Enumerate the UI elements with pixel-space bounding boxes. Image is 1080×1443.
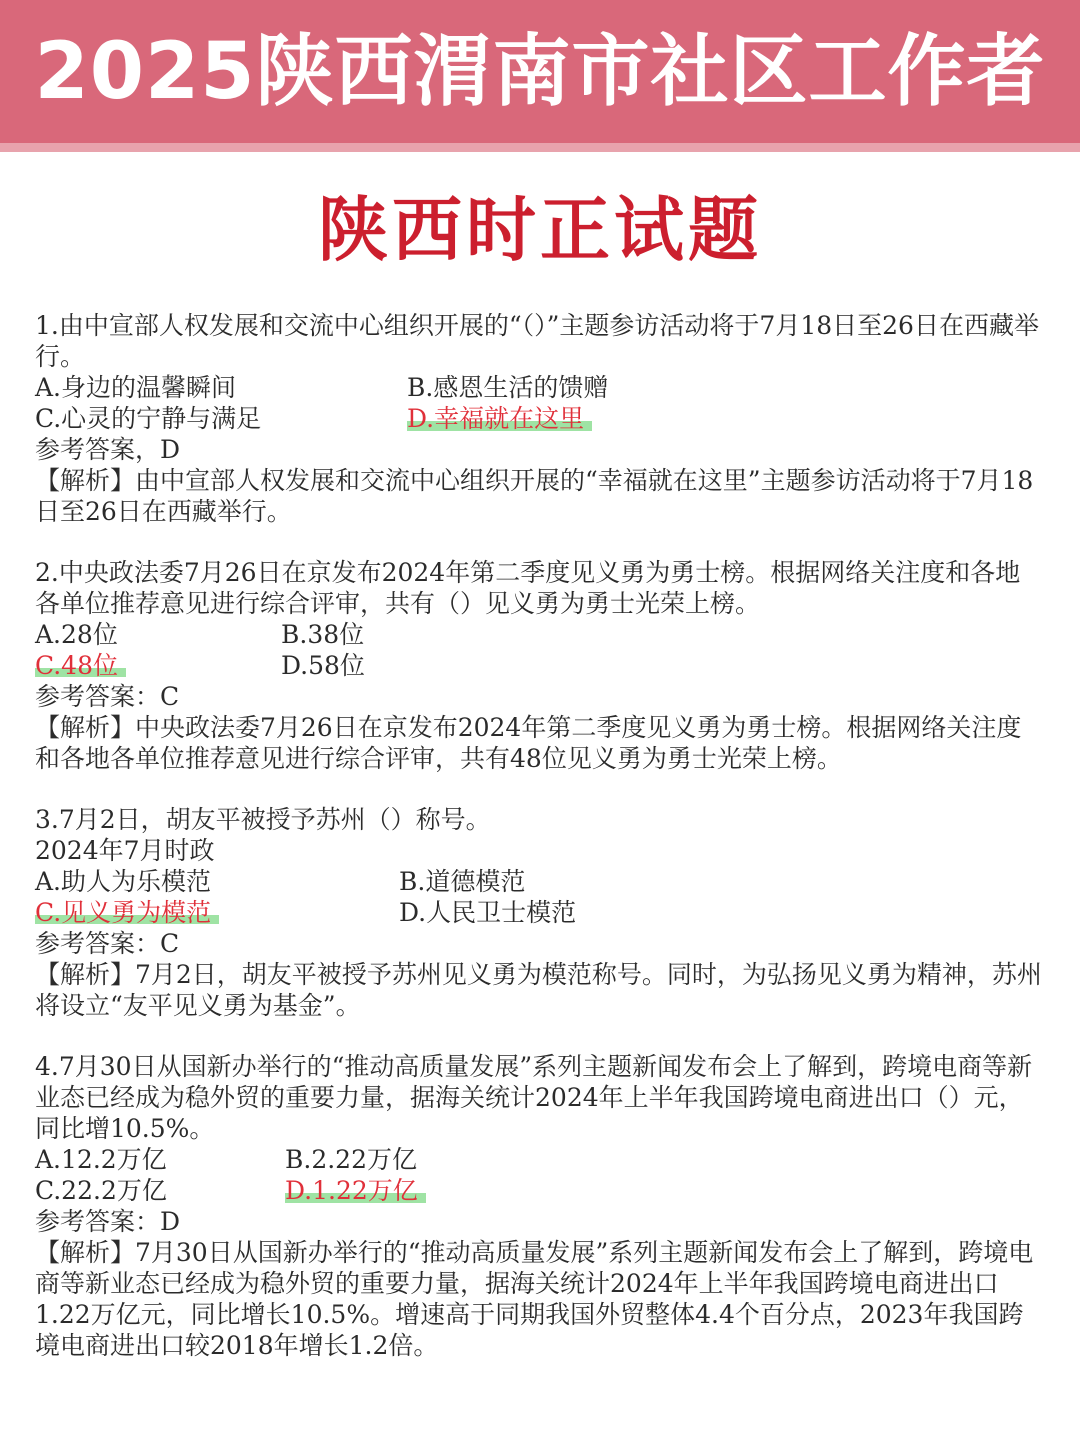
option-b: B.2.22万亿 (285, 1145, 417, 1174)
reference-answer: 参考答案，D (35, 435, 181, 464)
analysis: 【解析】7月30日从国新办举行的“推动高质量发展”系列主题新闻发布会上了解到，跨境电商等新业态已经成为稳外贸的重要力量，据海关统计2024年上半年我国跨境电商进出口1.22万亿元，同比增长10.5%。增速高于同期我国外贸整体4.4个百分点，2023年我国跨境电商进出口较2018年增长1.2倍。 (35, 1238, 1034, 1360)
option-row (35, 1144, 1045, 1175)
option-b: B.感恩生活的馈赠 (407, 373, 609, 402)
question-2 (35, 557, 1045, 774)
option-row (35, 1175, 1045, 1206)
option-a: A.28位 (35, 620, 118, 649)
analysis: 【解析】7月2日，胡友平被授予苏州见义勇为模范称号。同时，为弘扬见义勇为精神，苏州将设立“友平见义勇为基金”。 (35, 960, 1042, 1020)
option-c-correct: C.48位 (35, 651, 126, 680)
header-banner (0, 0, 1080, 143)
question-3 (35, 804, 1045, 1021)
reference-answer: 参考答案：C (35, 682, 180, 711)
option-row (35, 403, 1045, 434)
option-a: A.12.2万亿 (35, 1145, 167, 1174)
option-a: A.助人为乐模范 (35, 867, 212, 896)
question-tag: 2024年7月时政 (35, 836, 215, 865)
question-stem: 2.中央政法委7月26日在京发布2024年第二季度见义勇为勇士榜。根据网络关注度和各地各单位推荐意见进行综合评审，共有（）见义勇为勇士光荣上榜。 (35, 558, 1021, 618)
question-stem: 1.由中宣部人权发展和交流中心组织开展的“（）”主题参访活动将于7月18日至26日在西藏举行。 (35, 311, 1039, 371)
option-row (35, 866, 1045, 897)
question-1 (35, 310, 1045, 527)
option-c-correct: C.见义勇为模范 (35, 898, 219, 927)
option-c-wrap (35, 650, 281, 681)
option-c: C.心灵的宁静与满足 (35, 404, 262, 433)
analysis: 【解析】由中宣部人权发展和交流中心组织开展的“幸福就在这里”主题参访活动将于7月18日至26日在西藏举行。 (35, 466, 1034, 526)
banner-title: 2025陕西渭南市社区工作者 (34, 27, 1046, 117)
option-b: B.38位 (281, 620, 365, 649)
question-stem: 4.7月30日从国新办举行的“推动高质量发展”系列主题新闻发布会上了解到，跨境电商等新业态已经成为稳外贸的重要力量，据海关统计2024年上半年我国跨境电商进出口（）元，同比增10.5%。 (35, 1052, 1033, 1143)
option-c: C.22.2万亿 (35, 1176, 167, 1205)
option-c-wrap (35, 897, 399, 928)
option-d: D.人民卫士模范 (399, 898, 577, 927)
banner-stripe (0, 143, 1080, 152)
option-row (35, 372, 1045, 403)
analysis: 【解析】中央政法委7月26日在京发布2024年第二季度见义勇为勇士榜。根据网络关注度和各地各单位推荐意见进行综合评审，共有48位见义勇为勇士光荣上榜。 (35, 713, 1022, 773)
option-row (35, 650, 1045, 681)
option-row (35, 897, 1045, 928)
option-d: D.58位 (281, 651, 365, 680)
reference-answer: 参考答案：D (35, 1207, 181, 1236)
question-list (35, 310, 1045, 1361)
page-title: 陕西时正试题 (318, 188, 762, 271)
question-4 (35, 1051, 1045, 1361)
option-b: B.道德模范 (399, 867, 526, 896)
option-row (35, 619, 1045, 650)
question-stem: 3.7月2日，胡友平被授予苏州（）称号。 (35, 805, 491, 834)
reference-answer: 参考答案：C (35, 929, 180, 958)
option-d-correct: D.幸福就在这里 (407, 403, 592, 434)
option-d-correct: D.1.22万亿 (285, 1175, 426, 1206)
option-a: A.身边的温馨瞬间 (35, 373, 237, 402)
